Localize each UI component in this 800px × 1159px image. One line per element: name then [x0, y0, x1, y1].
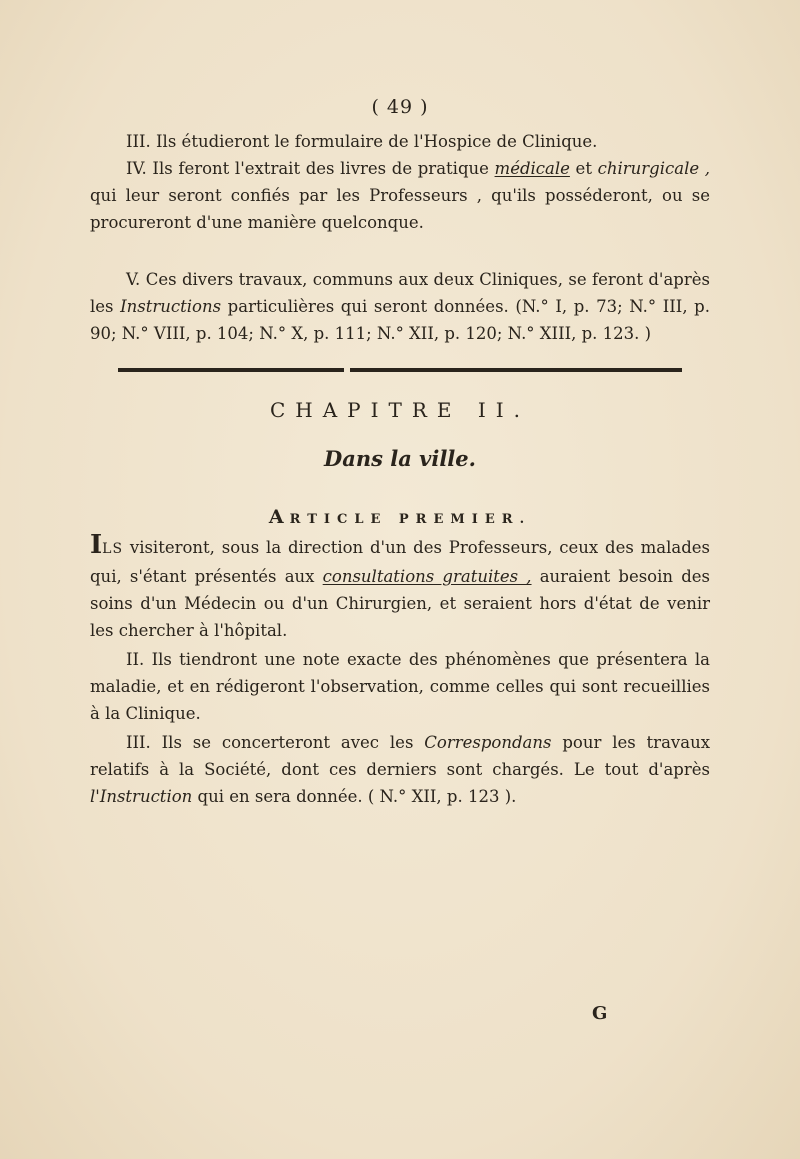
italic-term: Instructions — [120, 297, 222, 316]
paragraph-article-first — [90, 532, 710, 644]
paragraph-text: V. Ces divers travaux, communs aux deux Cliniques, se feront d'après les — [90, 270, 710, 316]
article-heading — [0, 506, 800, 528]
small-caps-word: LS — [102, 541, 124, 557]
paragraph-item-iii-top — [90, 128, 710, 155]
paragraph-text: qui leur seront confiés par les Professeurs , qu'ils posséderont, ou se procureront d'une manière quelconque. — [90, 186, 710, 232]
paragraph-text: et — [569, 159, 598, 178]
section-rule-right — [350, 368, 682, 372]
signature-mark: G — [592, 1003, 608, 1024]
paragraph-item-iv — [90, 155, 710, 236]
paragraph-item-iii-bottom — [90, 729, 710, 810]
paragraph-item-ii — [90, 646, 710, 727]
article-heading-initial: A — [268, 506, 290, 528]
italic-term: consultations gratuites , — [322, 567, 532, 586]
chapter-title: CHAPITRE II. — [269, 398, 531, 422]
page-number: ( 49 ) — [371, 96, 429, 118]
italic-term: chirurgicale , — [597, 159, 710, 178]
italic-term: l'Instruction — [90, 787, 193, 806]
article-heading-rest: RTICLE PREMIER. — [289, 512, 532, 527]
chapter-subtitle: Dans la ville. — [324, 446, 476, 471]
paragraph-item-v — [90, 266, 710, 347]
paragraph-text: II. Ils tiendront une note exacte des phénomènes que présentera la maladie, et en rédigeront l'observation, comme celles qui sont recueillies à la Clinique. — [90, 650, 710, 723]
paragraph-text: auraient besoin des soins d'un Médecin ou d'un Chirurgien, et seraient hors d'état de venir les chercher à l'hôpital. — [90, 567, 710, 640]
italic-term: Correspondans — [424, 733, 552, 752]
paragraph-text: III. Ils se concerteront avec les — [126, 733, 425, 752]
paragraph-text: III. Ils étudieront le formulaire de l'Hospice de Clinique. — [126, 132, 598, 151]
section-rule-left — [118, 368, 344, 372]
paragraph-text: qui en sera donnée. ( N.° XII, p. 123 ). — [192, 787, 517, 806]
paragraph-text: pour les travaux relatifs à la Société, dont ces derniers sont chargés. Le tout d'après — [90, 733, 711, 779]
paragraph-text: IV. Ils feront l'extrait des livres de pratique — [126, 159, 495, 178]
paragraph-text: visiteront, sous la direction d'un des Professeurs, ceux des malades qui, s'étant présentés aux — [90, 538, 710, 586]
drop-cap: I — [90, 530, 103, 560]
italic-term: médicale — [494, 159, 570, 178]
paragraph-text: particulières qui seront données. (N.° I, p. 73; N.° III, p. 90; N.° VIII, p. 104; N.° X, p. 111; N.° XII, p. 120; N.° XIII, p. 123. ) — [90, 297, 710, 343]
